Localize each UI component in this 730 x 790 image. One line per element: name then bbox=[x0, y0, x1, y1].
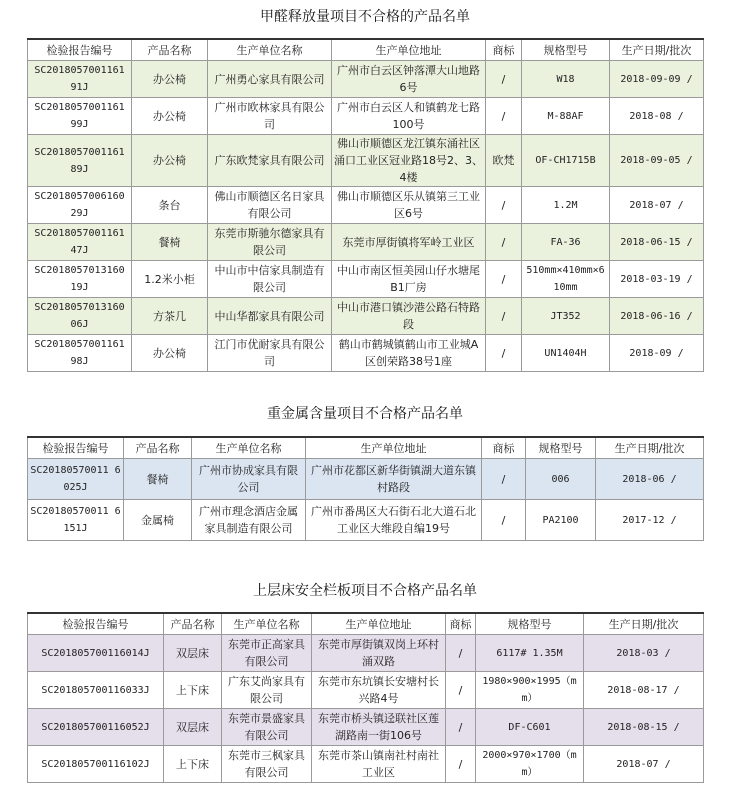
cell-manufacturer: 广州勇心家具有限公司 bbox=[208, 61, 332, 98]
cell-product-name: 餐椅 bbox=[132, 224, 208, 261]
cell-report-number: SC2018057001161 47J bbox=[28, 224, 132, 261]
cell-address: 东莞市厚街镇将军岭工业区 bbox=[332, 224, 486, 261]
cell-product-name: 办公椅 bbox=[132, 135, 208, 187]
cell-model: M-88AF bbox=[522, 98, 610, 135]
cell-report-number: SC2018057001161 99J bbox=[28, 98, 132, 135]
column-header-manufacturer: 生产单位名称 bbox=[192, 437, 306, 459]
cell-trademark: / bbox=[446, 672, 476, 709]
column-header-address: 生产单位地址 bbox=[312, 613, 446, 635]
cell-production-date: 2018-06 / bbox=[596, 459, 704, 500]
cell-manufacturer: 东莞市正高家具有限公司 bbox=[222, 635, 312, 672]
cell-trademark: / bbox=[486, 98, 522, 135]
table-row bbox=[28, 459, 704, 500]
table-row bbox=[28, 500, 704, 541]
cell-manufacturer: 东莞市三枫家具有限公司 bbox=[222, 746, 312, 783]
cell-model: FA-36 bbox=[522, 224, 610, 261]
cell-production-date: 2018-08-17 / bbox=[584, 672, 704, 709]
table-row bbox=[28, 61, 704, 98]
cell-trademark: 欧梵 bbox=[486, 135, 522, 187]
cell-address: 广州市白云区人和镇鹤龙七路100号 bbox=[332, 98, 486, 135]
cell-trademark: / bbox=[486, 187, 522, 224]
cell-trademark: / bbox=[486, 61, 522, 98]
cell-report-number: SC20180570011 6025J bbox=[28, 459, 124, 500]
cell-model: 1980×900×1995（mm） bbox=[476, 672, 584, 709]
cell-manufacturer: 东莞市景盛家具有限公司 bbox=[222, 709, 312, 746]
cell-address: 东莞市厚街镇双岗上环村涌双路 bbox=[312, 635, 446, 672]
cell-report-number: SC20180570011 6151J bbox=[28, 500, 124, 541]
cell-manufacturer: 佛山市顺德区名日家具有限公司 bbox=[208, 187, 332, 224]
table-row bbox=[28, 261, 704, 298]
cell-manufacturer: 江门市优耐家具有限公司 bbox=[208, 335, 332, 372]
cell-address: 中山市南区恒美园山仔水塘尾B1厂房 bbox=[332, 261, 486, 298]
table-row bbox=[28, 224, 704, 261]
cell-report-number: SC201805700116052J bbox=[28, 709, 164, 746]
cell-trademark: / bbox=[482, 500, 526, 541]
cell-manufacturer: 中山华都家具有限公司 bbox=[208, 298, 332, 335]
cell-address: 东莞市桥头镇迳联社区莲湖路南一街106号 bbox=[312, 709, 446, 746]
cell-model: UN1404H bbox=[522, 335, 610, 372]
cell-product-name: 上下床 bbox=[164, 672, 222, 709]
cell-production-date: 2018-07 / bbox=[584, 746, 704, 783]
cell-manufacturer: 广州市协成家具有限公司 bbox=[192, 459, 306, 500]
column-header-manufacturer: 生产单位名称 bbox=[208, 39, 332, 61]
column-header-production-date: 生产日期/批次 bbox=[596, 437, 704, 459]
cell-production-date: 2018-06-16 / bbox=[610, 298, 704, 335]
column-header-production-date: 生产日期/批次 bbox=[610, 39, 704, 61]
table-header-row bbox=[28, 437, 704, 459]
cell-address: 广州市番禺区大石街石北大道石北工业区大维段自编19号 bbox=[306, 500, 482, 541]
table-row bbox=[28, 746, 704, 783]
cell-model: 1.2M bbox=[522, 187, 610, 224]
cell-production-date: 2018-06-15 / bbox=[610, 224, 704, 261]
cell-report-number: SC2018057001161 91J bbox=[28, 61, 132, 98]
cell-address: 佛山市顺德区乐从镇第三工业区6号 bbox=[332, 187, 486, 224]
cell-product-name: 条台 bbox=[132, 187, 208, 224]
cell-product-name: 方茶几 bbox=[132, 298, 208, 335]
cell-report-number: SC201805700116102J bbox=[28, 746, 164, 783]
cell-trademark: / bbox=[486, 335, 522, 372]
cell-manufacturer: 中山市中信家具制造有限公司 bbox=[208, 261, 332, 298]
column-header-address: 生产单位地址 bbox=[332, 39, 486, 61]
cell-model: W18 bbox=[522, 61, 610, 98]
cell-model: 6117# 1.35M bbox=[476, 635, 584, 672]
cell-product-name: 上下床 bbox=[164, 746, 222, 783]
cell-production-date: 2018-09-09 / bbox=[610, 61, 704, 98]
cell-model: 2000×970×1700（mm） bbox=[476, 746, 584, 783]
cell-product-name: 双层床 bbox=[164, 635, 222, 672]
cell-address: 广州市花都区新华街镇湖大道东镇村路段 bbox=[306, 459, 482, 500]
table-row bbox=[28, 298, 704, 335]
cell-production-date: 2018-07 / bbox=[610, 187, 704, 224]
cell-model: 510mm×410mm×610mm bbox=[522, 261, 610, 298]
cell-trademark: / bbox=[486, 261, 522, 298]
column-header-model: 规格型号 bbox=[522, 39, 610, 61]
table-row bbox=[28, 187, 704, 224]
table-row bbox=[28, 335, 704, 372]
cell-report-number: SC201805700116033J bbox=[28, 672, 164, 709]
cell-product-name: 办公椅 bbox=[132, 98, 208, 135]
section-title-formaldehyde: 甲醛释放量项目不合格的产品名单 bbox=[260, 9, 470, 25]
table-row bbox=[28, 635, 704, 672]
column-header-production-date: 生产日期/批次 bbox=[584, 613, 704, 635]
cell-manufacturer: 广州市欧林家具有限公司 bbox=[208, 98, 332, 135]
formaldehyde-table bbox=[27, 38, 704, 372]
cell-address: 中山市港口镇沙港公路石特路段 bbox=[332, 298, 486, 335]
cell-report-number: SC2018057006160 29J bbox=[28, 187, 132, 224]
cell-trademark: / bbox=[486, 298, 522, 335]
cell-report-number: SC2018057013160 06J bbox=[28, 298, 132, 335]
cell-model: OF-CH1715B bbox=[522, 135, 610, 187]
cell-report-number: SC201805700116014J bbox=[28, 635, 164, 672]
table-header-row bbox=[28, 39, 704, 61]
cell-trademark: / bbox=[446, 746, 476, 783]
table-row bbox=[28, 98, 704, 135]
table-row bbox=[28, 672, 704, 709]
column-header-report-number: 检验报告编号 bbox=[28, 437, 124, 459]
column-header-report-number: 检验报告编号 bbox=[28, 613, 164, 635]
cell-production-date: 2018-08 / bbox=[610, 98, 704, 135]
cell-model: 006 bbox=[526, 459, 596, 500]
cell-manufacturer: 广东艾尚家具有限公司 bbox=[222, 672, 312, 709]
cell-model: JT352 bbox=[522, 298, 610, 335]
bed-rail-table bbox=[27, 612, 704, 783]
cell-trademark: / bbox=[446, 709, 476, 746]
section-title-bed-rail: 上层床安全栏板项目不合格产品名单 bbox=[253, 583, 477, 599]
cell-model: DF-C601 bbox=[476, 709, 584, 746]
cell-trademark: / bbox=[482, 459, 526, 500]
section-title-heavy-metal: 重金属含量项目不合格产品名单 bbox=[267, 406, 463, 422]
column-header-address: 生产单位地址 bbox=[306, 437, 482, 459]
column-header-product-name: 产品名称 bbox=[164, 613, 222, 635]
cell-production-date: 2018-09-05 / bbox=[610, 135, 704, 187]
cell-product-name: 双层床 bbox=[164, 709, 222, 746]
cell-trademark: / bbox=[446, 635, 476, 672]
cell-product-name: 餐椅 bbox=[124, 459, 192, 500]
column-header-model: 规格型号 bbox=[476, 613, 584, 635]
cell-address: 鹤山市鹤城镇鹤山市工业城A区创荣路38号1座 bbox=[332, 335, 486, 372]
table-row bbox=[28, 709, 704, 746]
column-header-manufacturer: 生产单位名称 bbox=[222, 613, 312, 635]
cell-trademark: / bbox=[486, 224, 522, 261]
cell-address: 佛山市顺德区龙江镇东涌社区涌口工业区冠业路18号2、3、4楼 bbox=[332, 135, 486, 187]
cell-product-name: 1.2米小柜 bbox=[132, 261, 208, 298]
cell-production-date: 2018-09 / bbox=[610, 335, 704, 372]
cell-production-date: 2018-03 / bbox=[584, 635, 704, 672]
cell-product-name: 金属椅 bbox=[124, 500, 192, 541]
cell-manufacturer: 东莞市斯驰尔德家具有限公司 bbox=[208, 224, 332, 261]
column-header-model: 规格型号 bbox=[526, 437, 596, 459]
cell-model: PA2100 bbox=[526, 500, 596, 541]
cell-address: 东莞市茶山镇南社村南社工业区 bbox=[312, 746, 446, 783]
cell-production-date: 2018-08-15 / bbox=[584, 709, 704, 746]
cell-report-number: SC2018057001161 98J bbox=[28, 335, 132, 372]
cell-report-number: SC2018057001161 89J bbox=[28, 135, 132, 187]
column-header-report-number: 检验报告编号 bbox=[28, 39, 132, 61]
column-header-trademark: 商标 bbox=[446, 613, 476, 635]
table-header-row bbox=[28, 613, 704, 635]
cell-report-number: SC2018057013160 19J bbox=[28, 261, 132, 298]
cell-product-name: 办公椅 bbox=[132, 335, 208, 372]
cell-product-name: 办公椅 bbox=[132, 61, 208, 98]
heavy-metal-table bbox=[27, 436, 704, 541]
cell-address: 广州市白云区钟落潭大山地路6号 bbox=[332, 61, 486, 98]
column-header-trademark: 商标 bbox=[486, 39, 522, 61]
table-row bbox=[28, 135, 704, 187]
cell-manufacturer: 广东欧梵家具有限公司 bbox=[208, 135, 332, 187]
cell-address: 东莞市东坑镇长安塘村长兴路4号 bbox=[312, 672, 446, 709]
cell-production-date: 2017-12 / bbox=[596, 500, 704, 541]
cell-manufacturer: 广州市理念酒店金属家具制造有限公司 bbox=[192, 500, 306, 541]
cell-production-date: 2018-03-19 / bbox=[610, 261, 704, 298]
column-header-trademark: 商标 bbox=[482, 437, 526, 459]
column-header-product-name: 产品名称 bbox=[132, 39, 208, 61]
column-header-product-name: 产品名称 bbox=[124, 437, 192, 459]
